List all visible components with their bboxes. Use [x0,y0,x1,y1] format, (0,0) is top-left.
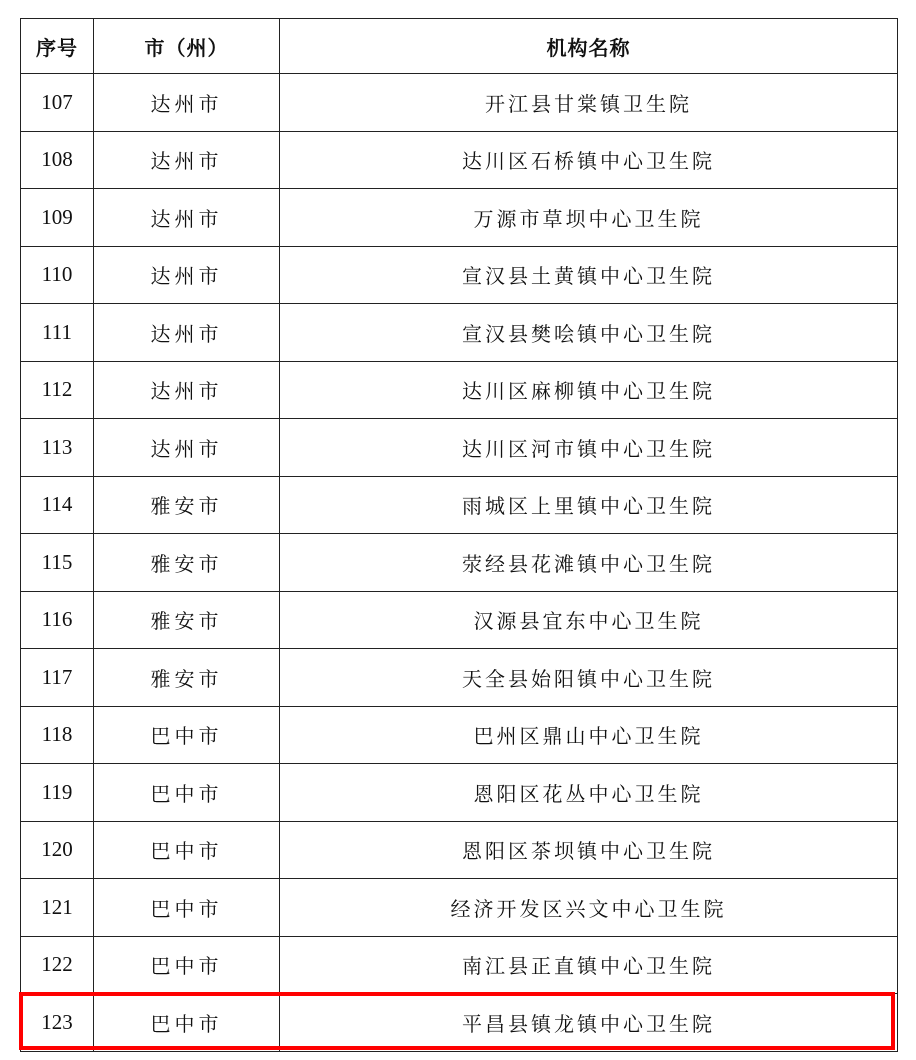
table-header [21,19,898,74]
table-row [21,419,898,477]
cell-name: 巴州区鼎山中心卫生院 [280,706,898,764]
cell-seq: 107 [21,74,94,132]
cell-name: 恩阳区花丛中心卫生院 [280,764,898,822]
cell-name: 南江县正直镇中心卫生院 [280,936,898,994]
cell-city: 达州市 [94,419,280,477]
table-row [21,591,898,649]
table-row [21,821,898,879]
cell-city: 雅安市 [94,476,280,534]
cell-name: 达川区麻柳镇中心卫生院 [280,361,898,419]
cell-city: 巴中市 [94,706,280,764]
cell-name: 宣汉县土黄镇中心卫生院 [280,246,898,304]
cell-city: 达州市 [94,246,280,304]
cell-city: 巴中市 [94,764,280,822]
cell-seq: 111 [21,304,94,362]
cell-name: 达川区石桥镇中心卫生院 [280,131,898,189]
table-row [21,534,898,592]
cell-city: 巴中市 [94,879,280,937]
header-name: 机构名称 [280,19,898,74]
cell-seq: 108 [21,131,94,189]
cell-city: 达州市 [94,74,280,132]
cell-name: 经济开发区兴文中心卫生院 [280,879,898,937]
cell-seq: 115 [21,534,94,592]
cell-city: 雅安市 [94,534,280,592]
table-row [21,476,898,534]
table-row [21,879,898,937]
cell-name: 汉源县宜东中心卫生院 [280,591,898,649]
cell-seq: 118 [21,706,94,764]
cell-city: 达州市 [94,131,280,189]
table-row [21,936,898,994]
table-row [21,764,898,822]
institution-table [20,18,898,1052]
cell-name: 万源市草坝中心卫生院 [280,189,898,247]
cell-name: 平昌县镇龙镇中心卫生院 [280,994,898,1052]
cell-seq: 109 [21,189,94,247]
cell-seq: 120 [21,821,94,879]
table-row-highlighted [21,994,898,1052]
cell-seq: 114 [21,476,94,534]
cell-name: 宣汉县樊哙镇中心卫生院 [280,304,898,362]
cell-seq: 116 [21,591,94,649]
header-seq: 序号 [21,19,94,74]
table-row [21,304,898,362]
cell-seq: 123 [21,994,94,1052]
cell-city: 雅安市 [94,649,280,707]
table-body [21,74,898,1052]
cell-seq: 117 [21,649,94,707]
cell-name: 开江县甘棠镇卫生院 [280,74,898,132]
table-row [21,361,898,419]
cell-city: 达州市 [94,189,280,247]
header-row [21,19,898,74]
cell-seq: 122 [21,936,94,994]
cell-city: 雅安市 [94,591,280,649]
cell-city: 达州市 [94,361,280,419]
cell-seq: 113 [21,419,94,477]
cell-seq: 121 [21,879,94,937]
cell-city: 巴中市 [94,821,280,879]
table-row [21,649,898,707]
table-row [21,189,898,247]
cell-name: 恩阳区茶坝镇中心卫生院 [280,821,898,879]
cell-seq: 119 [21,764,94,822]
cell-city: 巴中市 [94,994,280,1052]
cell-name: 天全县始阳镇中心卫生院 [280,649,898,707]
cell-seq: 110 [21,246,94,304]
cell-seq: 112 [21,361,94,419]
cell-city: 巴中市 [94,936,280,994]
header-city: 市（州） [94,19,280,74]
cell-name: 荥经县花滩镇中心卫生院 [280,534,898,592]
cell-name: 达川区河市镇中心卫生院 [280,419,898,477]
table-row [21,74,898,132]
cell-city: 达州市 [94,304,280,362]
table-row [21,706,898,764]
table-row [21,131,898,189]
cell-name: 雨城区上里镇中心卫生院 [280,476,898,534]
table-row [21,246,898,304]
